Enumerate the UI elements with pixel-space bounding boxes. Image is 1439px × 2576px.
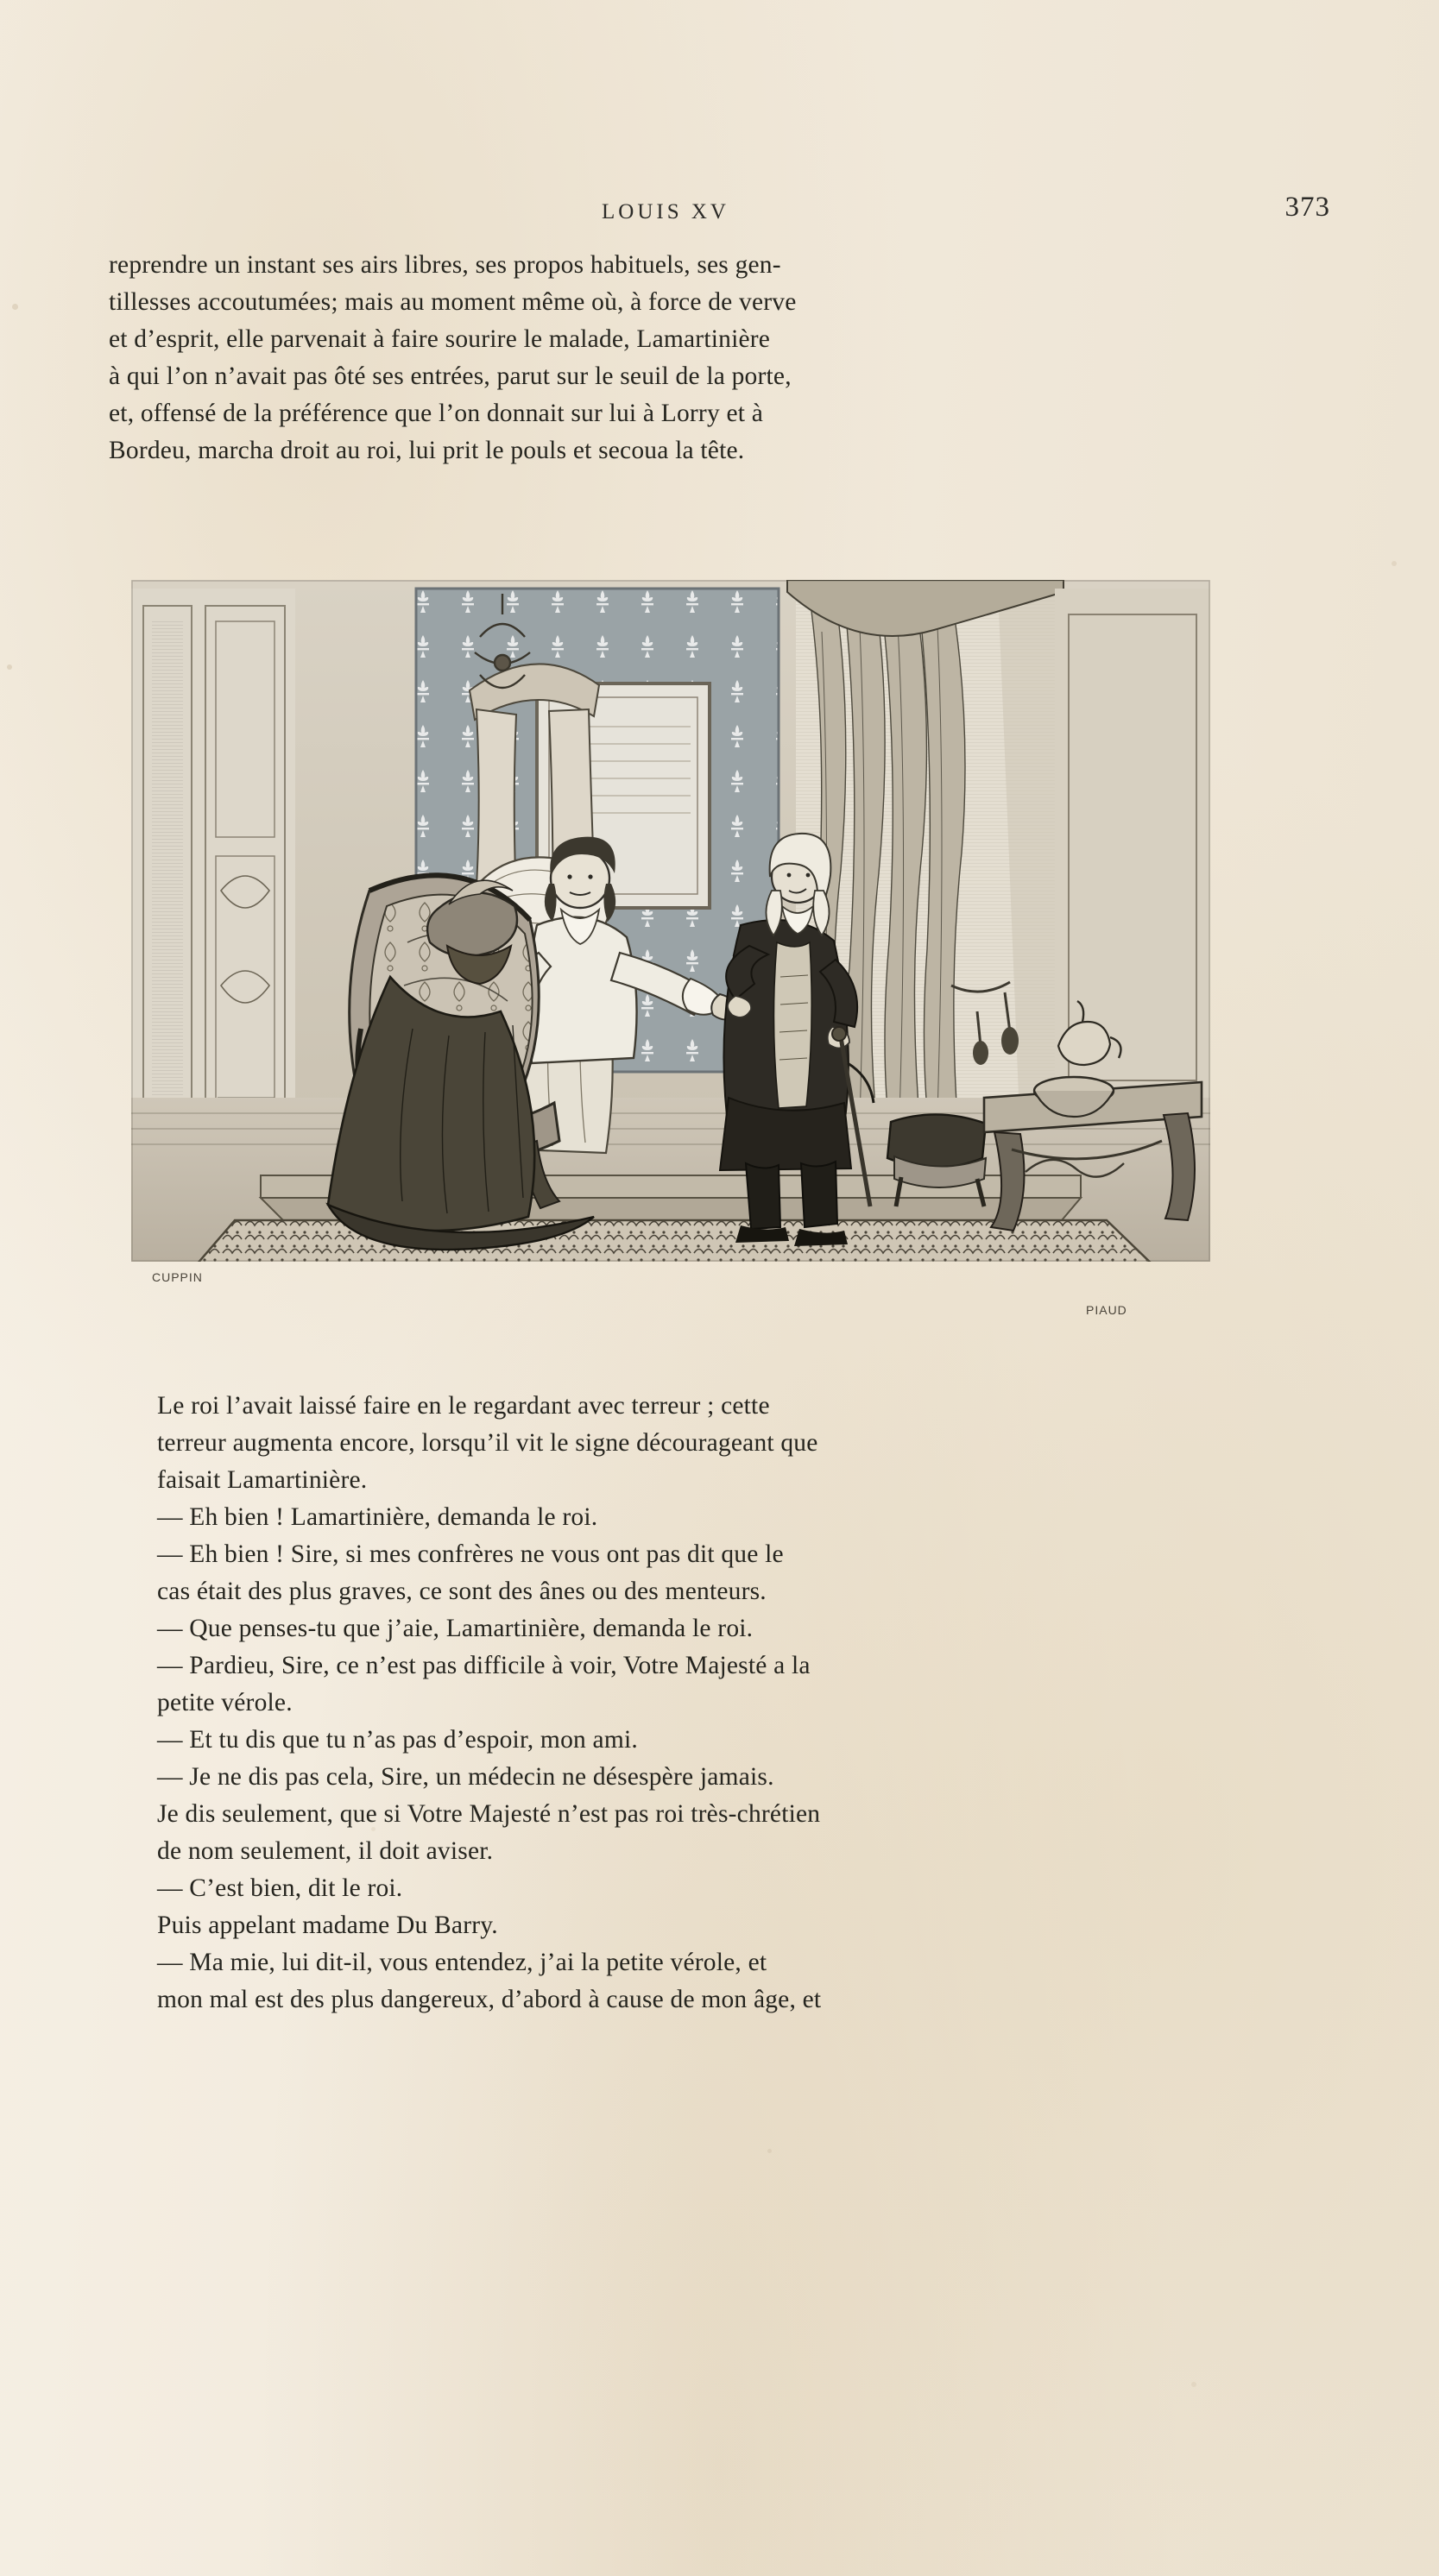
dialogue-line-7 xyxy=(109,1870,1224,1907)
engraver-signature-left: CUPPIN xyxy=(152,1270,203,1284)
text-line: Je dis seulement, que si Votre Majesté n’est pas roi très-chrétien xyxy=(157,1800,821,1828)
text-line: — Et tu dis que tu n’as pas d’espoir, mon ami. xyxy=(157,1726,638,1754)
text-line: — Pardieu, Sire, ce n’est pas difficile à voir, Votre Majesté a la xyxy=(157,1652,811,1679)
paper-speck xyxy=(1392,561,1397,566)
paragraph-narrative xyxy=(109,1388,1224,1499)
dialogue-line-1 xyxy=(109,1499,1224,1536)
text-line: — Que penses-tu que j’aie, Lamartinière, demanda le roi. xyxy=(157,1615,754,1642)
dialogue-line-8 xyxy=(109,1944,1224,2019)
text-line: — Je ne dis pas cela, Sire, un médecin ne désespère jamais. xyxy=(157,1763,774,1791)
text-line: et, offensé de la préférence que l’on donnait sur lui à Lorry et à xyxy=(109,400,764,427)
dialogue-line-3 xyxy=(109,1610,1224,1647)
text-line: — Ma mie, lui dit-il, vous entendez, j’ai la petite vérole, et xyxy=(157,1949,767,1976)
paper-speck xyxy=(7,664,12,670)
dialogue-line-6 xyxy=(109,1759,1224,1870)
engraver-signature-right: PIAUD xyxy=(1086,1303,1127,1317)
dialogue-line-5 xyxy=(109,1722,1224,1759)
illustration-plate xyxy=(131,580,1210,1322)
text-line: mon mal est des plus dangereux, d’abord à cause de mon âge, et xyxy=(157,1986,822,2013)
paper-speck xyxy=(767,2149,772,2153)
paragraph-puis-appelant xyxy=(109,1907,1224,1944)
text-line: terreur augmenta encore, lorsqu’il vit le signe décourageant que xyxy=(157,1429,818,1457)
text-line: — Eh bien ! Sire, si mes confrères ne vous ont pas dit que le xyxy=(157,1540,784,1568)
text-line: reprendre un instant ses airs libres, ses propos habituels, ses gen- xyxy=(109,251,781,279)
page-number: 373 xyxy=(1284,192,1330,223)
text-line: à qui l’on n’avait pas ôté ses entrées, parut sur le seuil de la porte, xyxy=(109,362,792,390)
dialogue-line-2 xyxy=(109,1536,1224,1610)
running-head: LOUIS XV xyxy=(602,200,729,224)
text-line: — C’est bien, dit le roi. xyxy=(157,1874,403,1902)
dialogue-line-4 xyxy=(109,1647,1224,1722)
text-line: petite vérole. xyxy=(157,1689,293,1716)
top-text-block xyxy=(109,247,1224,469)
paragraph-opening xyxy=(109,247,1224,469)
text-line: tillesses accoutumées; mais au moment même où, à force de verve xyxy=(109,288,797,316)
text-line: — Eh bien ! Lamartinière, demanda le roi. xyxy=(157,1503,598,1531)
text-line: cas était des plus graves, ce sont des ânes ou des menteurs. xyxy=(157,1578,767,1605)
text-line: de nom seulement, il doit aviser. xyxy=(157,1837,494,1865)
text-line: faisait Lamartinière. xyxy=(157,1466,368,1494)
paper-speck xyxy=(1191,2382,1196,2387)
text-line: et d’esprit, elle parvenait à faire sourire le malade, Lamartinière xyxy=(109,325,771,353)
text-line: Bordeu, marcha droit au roi, lui prit le pouls et secoua la tête. xyxy=(109,437,745,464)
bottom-text-block xyxy=(109,1388,1224,2019)
paper-speck xyxy=(12,304,18,310)
text-line: Le roi l’avait laissé faire en le regardant avec terreur ; cette xyxy=(157,1392,770,1420)
text-line: Puis appelant madame Du Barry. xyxy=(157,1912,498,1939)
